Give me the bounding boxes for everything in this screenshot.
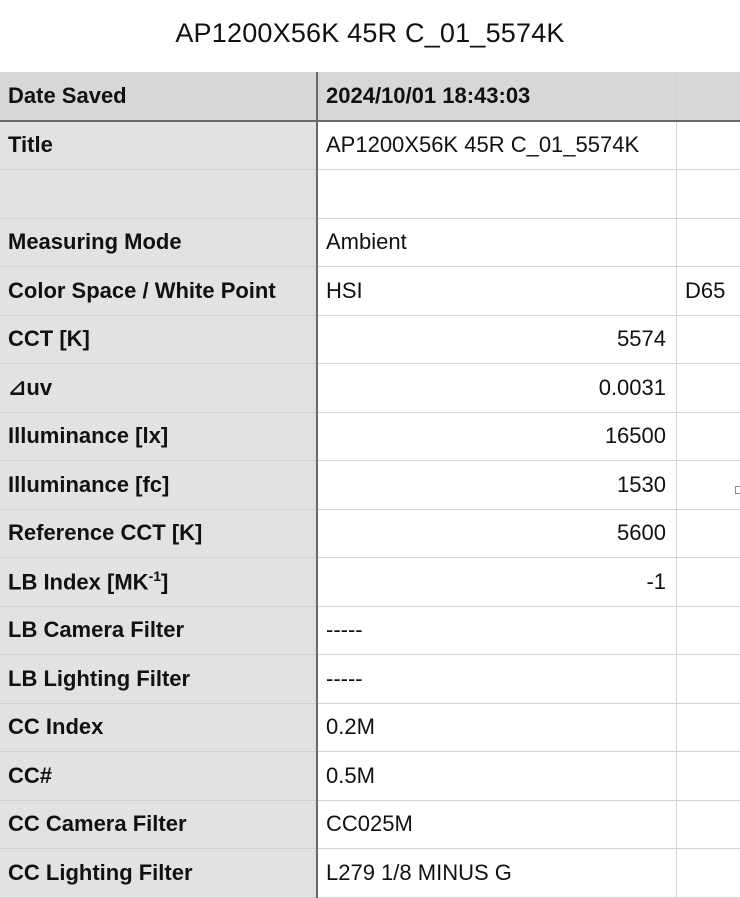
table-row (0, 461, 740, 510)
row-value[interactable]: 0.5M (317, 752, 677, 801)
row-value[interactable]: ----- (317, 606, 677, 655)
row-value[interactable]: CC025M (317, 800, 677, 849)
table-row (0, 752, 740, 801)
row-value[interactable]: HSI (317, 267, 677, 316)
row-label[interactable] (0, 558, 317, 607)
row-label[interactable]: LB Camera Filter (0, 606, 317, 655)
row-label[interactable]: ⊿uv (0, 364, 317, 413)
row-label[interactable]: CC Index (0, 703, 317, 752)
table-row (0, 267, 740, 316)
table-row (0, 655, 740, 704)
table-row (0, 170, 740, 219)
table-row (0, 509, 740, 558)
row-label[interactable]: CCT [K] (0, 315, 317, 364)
row-value[interactable]: 0.0031 (317, 364, 677, 413)
row-label[interactable]: Illuminance [fc] (0, 461, 317, 510)
table-row (0, 364, 740, 413)
row-label[interactable]: Color Space / White Point (0, 267, 317, 316)
table-row (0, 121, 740, 170)
row-value[interactable]: 0.2M (317, 703, 677, 752)
row-extra[interactable] (677, 170, 740, 219)
row-label[interactable]: CC# (0, 752, 317, 801)
row-extra[interactable] (677, 606, 740, 655)
row-extra[interactable] (677, 364, 740, 413)
row-extra[interactable] (677, 752, 740, 801)
row-value[interactable]: 1530 (317, 461, 677, 510)
table-row (0, 800, 740, 849)
row-label[interactable]: CC Lighting Filter (0, 849, 317, 898)
row-extra[interactable] (677, 703, 740, 752)
row-label[interactable]: Measuring Mode (0, 218, 317, 267)
row-extra[interactable] (677, 461, 740, 510)
page-title: AP1200X56K 45R C_01_5574K (0, 18, 740, 49)
row-value[interactable]: AP1200X56K 45R C_01_5574K (317, 121, 677, 170)
row-extra[interactable] (677, 655, 740, 704)
row-value[interactable]: 5600 (317, 509, 677, 558)
row-value[interactable]: 16500 (317, 412, 677, 461)
row-value[interactable]: -1 (317, 558, 677, 607)
row-value[interactable]: 5574 (317, 315, 677, 364)
measurement-table (0, 72, 740, 898)
row-extra[interactable] (677, 849, 740, 898)
row-label[interactable]: LB Lighting Filter (0, 655, 317, 704)
lb-index-superscript: -1 (149, 568, 161, 584)
row-label[interactable]: Illuminance [lx] (0, 412, 317, 461)
table-row (0, 218, 740, 267)
table-row (0, 315, 740, 364)
row-extra[interactable] (677, 315, 740, 364)
row-extra[interactable] (677, 509, 740, 558)
row-extra[interactable] (677, 72, 740, 121)
row-extra[interactable]: D65 (677, 267, 740, 316)
row-label[interactable]: Date Saved (0, 72, 317, 121)
row-value[interactable] (317, 170, 677, 219)
row-label[interactable]: CC Camera Filter (0, 800, 317, 849)
row-label[interactable]: Title (0, 121, 317, 170)
row-extra[interactable] (677, 800, 740, 849)
row-extra[interactable] (677, 558, 740, 607)
row-extra[interactable] (677, 121, 740, 170)
table-row (0, 558, 740, 607)
row-value[interactable]: L279 1/8 MINUS G (317, 849, 677, 898)
row-extra[interactable] (677, 218, 740, 267)
table-row (0, 412, 740, 461)
table-header-row (0, 72, 740, 121)
row-value[interactable]: ----- (317, 655, 677, 704)
row-value[interactable]: 2024/10/01 18:43:03 (317, 72, 677, 121)
table-row (0, 606, 740, 655)
cell-overflow-marker (735, 486, 740, 494)
table-row (0, 703, 740, 752)
lb-index-label: LB Index [MK (8, 569, 149, 594)
row-label[interactable] (0, 170, 317, 219)
row-value[interactable]: Ambient (317, 218, 677, 267)
row-extra[interactable] (677, 412, 740, 461)
row-label[interactable]: Reference CCT [K] (0, 509, 317, 558)
table-row (0, 849, 740, 898)
lb-index-label-end: ] (161, 569, 168, 594)
